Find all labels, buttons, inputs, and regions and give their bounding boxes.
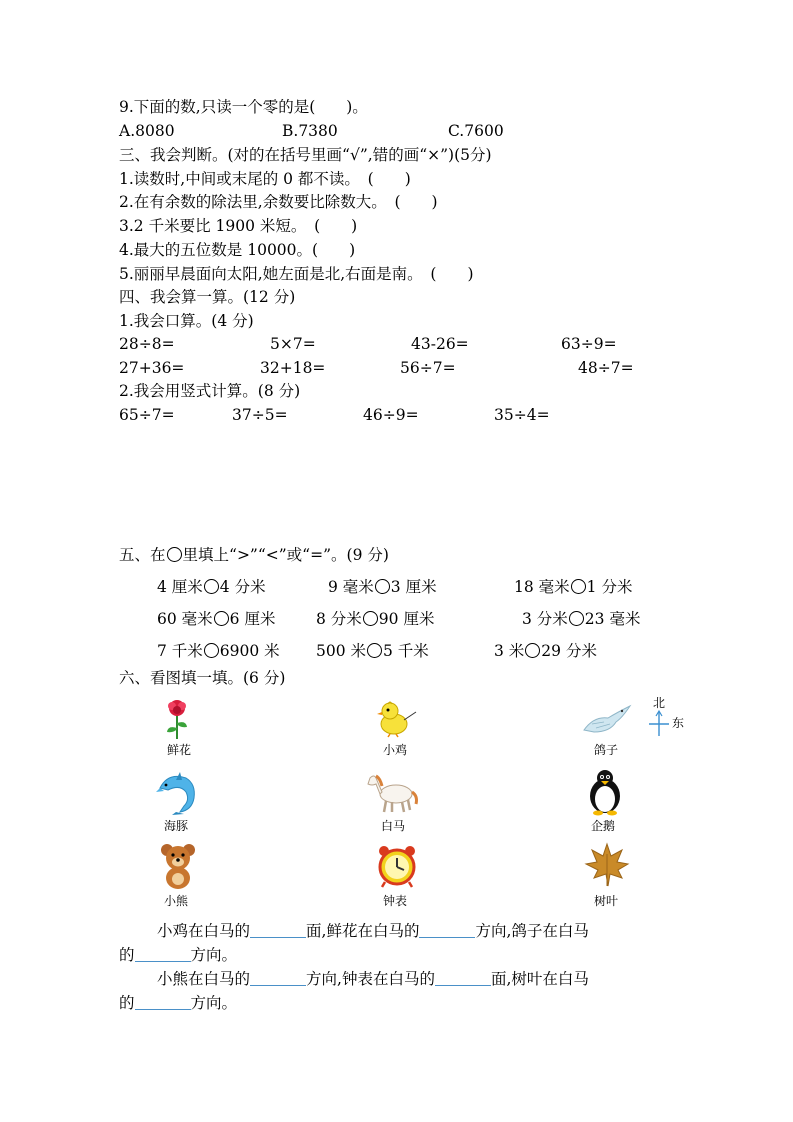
section6-title: 六、看图填一填。(6 分) [119, 669, 286, 687]
oral-calc-title: 1.我会口算。(4 分) [119, 312, 254, 330]
answer-blank[interactable] [135, 947, 191, 962]
compare-right: 23 毫米 [584, 610, 641, 628]
answer-blank[interactable] [435, 971, 491, 986]
q9-option-a: A.8080 [119, 122, 175, 140]
judge-item-3: 3.2 千米要比 1900 米短。 ( ) [119, 217, 358, 235]
compare-item-5 [316, 609, 434, 629]
vertical-calc-title: 2.我会用竖式计算。(8 分) [119, 382, 301, 400]
section4-title: 四、我会算一算。(12 分) [119, 288, 296, 306]
judge-item-5: 5.丽丽早晨面向太阳,她左面是北,右面是南。 ( ) [119, 265, 474, 283]
compare-left: 500 米 [316, 642, 367, 660]
q9-option-c: C.7600 [448, 122, 504, 140]
judge-item-1: 1.读数时,中间或末尾的 0 都不读。 ( ) [119, 170, 411, 188]
circle-symbol [167, 547, 182, 562]
compare-left: 4 厘米 [157, 578, 203, 596]
caption-chick: 小鸡 [382, 743, 407, 757]
vertical-calc-1: 65÷7= [119, 406, 175, 424]
compare-item-4 [157, 609, 275, 629]
compare-left: 9 毫米 [328, 578, 374, 596]
section5-title-b: 里填上“>”“<”或“=”。(9 分) [182, 546, 389, 564]
compare-item-9 [494, 641, 597, 661]
caption-clock: 钟表 [382, 894, 407, 908]
fill-text: 方向。 [190, 994, 238, 1012]
compare-right: 4 分米 [219, 578, 266, 596]
q9-question: 9.下面的数,只读一个零的是( )。 [119, 98, 368, 116]
oral-calc-3: 43-26= [411, 335, 469, 353]
compare-circle[interactable] [569, 611, 584, 626]
compass-icon [648, 708, 670, 738]
fill-text: 的 [119, 994, 135, 1012]
fill-text: 的 [119, 946, 135, 964]
fill-sentence-2-cont [119, 993, 237, 1013]
q9-option-b: B.7380 [282, 122, 338, 140]
caption-flower: 鲜花 [166, 743, 191, 757]
judge-item-2: 2.在有余数的除法里,余数要比除数大。 ( ) [119, 193, 438, 211]
caption-horse: 白马 [380, 819, 405, 833]
chick-icon [374, 700, 418, 738]
flower-icon [162, 698, 192, 740]
section3-title: 三、我会判断。(对的在括号里画“√”,错的画“×”)(5分) [119, 146, 492, 164]
bear-icon [158, 842, 198, 890]
compare-left: 3 分米 [522, 610, 568, 628]
answer-blank[interactable] [419, 923, 475, 938]
caption-penguin: 企鹅 [590, 819, 615, 833]
compare-circle[interactable] [375, 579, 390, 594]
oral-calc-2: 5×7= [270, 335, 316, 353]
horse-icon [366, 772, 420, 814]
fill-text: 小熊在白马的 [157, 970, 251, 988]
compare-left: 7 千米 [157, 642, 203, 660]
oral-calc-4: 63÷9= [561, 335, 617, 353]
oral-calc-8: 48÷7= [578, 359, 634, 377]
caption-bear: 小熊 [163, 894, 188, 908]
compare-item-7 [157, 641, 280, 661]
compass-east: 东 [672, 716, 685, 730]
compare-right: 5 千米 [383, 642, 429, 660]
dove-icon [582, 702, 632, 736]
oral-calc-7: 56÷7= [400, 359, 456, 377]
oral-calc-5: 27+36= [119, 359, 185, 377]
alarm-clock-icon [376, 844, 418, 888]
compare-circle[interactable] [367, 643, 382, 658]
compare-item-8 [316, 641, 429, 661]
judge-item-4: 4.最大的五位数是 10000。( ) [119, 241, 356, 259]
fill-sentence-2 [157, 969, 589, 989]
vertical-calc-4: 35÷4= [494, 406, 550, 424]
maple-leaf-icon [584, 842, 630, 888]
compare-circle[interactable] [525, 643, 540, 658]
fill-text: 方向。 [190, 946, 238, 964]
section5-title-a: 五、在 [119, 546, 166, 564]
compare-circle[interactable] [214, 611, 229, 626]
fill-text: 面,鲜花在白马的 [306, 922, 420, 940]
penguin-icon [585, 768, 625, 816]
oral-calc-6: 32+18= [260, 359, 326, 377]
fill-text: 小鸡在白马的 [157, 922, 251, 940]
fill-sentence-1-cont [119, 945, 237, 965]
answer-blank[interactable] [250, 923, 306, 938]
compare-right: 6900 米 [219, 642, 280, 660]
compare-right: 90 厘米 [378, 610, 435, 628]
fill-sentence-1 [157, 921, 589, 941]
compare-item-2 [328, 577, 437, 597]
oral-calc-1: 28÷8= [119, 335, 175, 353]
compare-left: 3 米 [494, 642, 525, 660]
dolphin-icon [154, 770, 200, 816]
caption-dove: 鸽子 [593, 743, 618, 757]
vertical-calc-2: 37÷5= [232, 406, 288, 424]
compare-circle[interactable] [571, 579, 586, 594]
compare-circle[interactable] [204, 579, 219, 594]
fill-text: 方向,钟表在白马的 [306, 970, 435, 988]
compare-right: 29 分米 [541, 642, 597, 660]
vertical-calc-3: 46÷9= [363, 406, 419, 424]
compare-item-1 [157, 577, 266, 597]
compare-circle[interactable] [363, 611, 378, 626]
answer-blank[interactable] [250, 971, 306, 986]
compare-right: 3 厘米 [390, 578, 437, 596]
compass-north: 北 [653, 696, 666, 710]
fill-text: 面,树叶在白马 [490, 970, 589, 988]
compare-left: 18 毫米 [514, 578, 570, 596]
compare-left: 8 分米 [316, 610, 362, 628]
caption-dolphin: 海豚 [163, 819, 188, 833]
compare-right: 1 分米 [586, 578, 633, 596]
compare-item-3 [514, 577, 632, 597]
compare-item-6 [522, 609, 640, 629]
section5-title [119, 545, 389, 565]
compare-left: 60 毫米 [157, 610, 213, 628]
fill-text: 方向,鸽子在白马 [475, 922, 589, 940]
answer-blank[interactable] [135, 995, 191, 1010]
compare-right: 6 厘米 [229, 610, 276, 628]
caption-leaf: 树叶 [593, 894, 618, 908]
compare-circle[interactable] [204, 643, 219, 658]
